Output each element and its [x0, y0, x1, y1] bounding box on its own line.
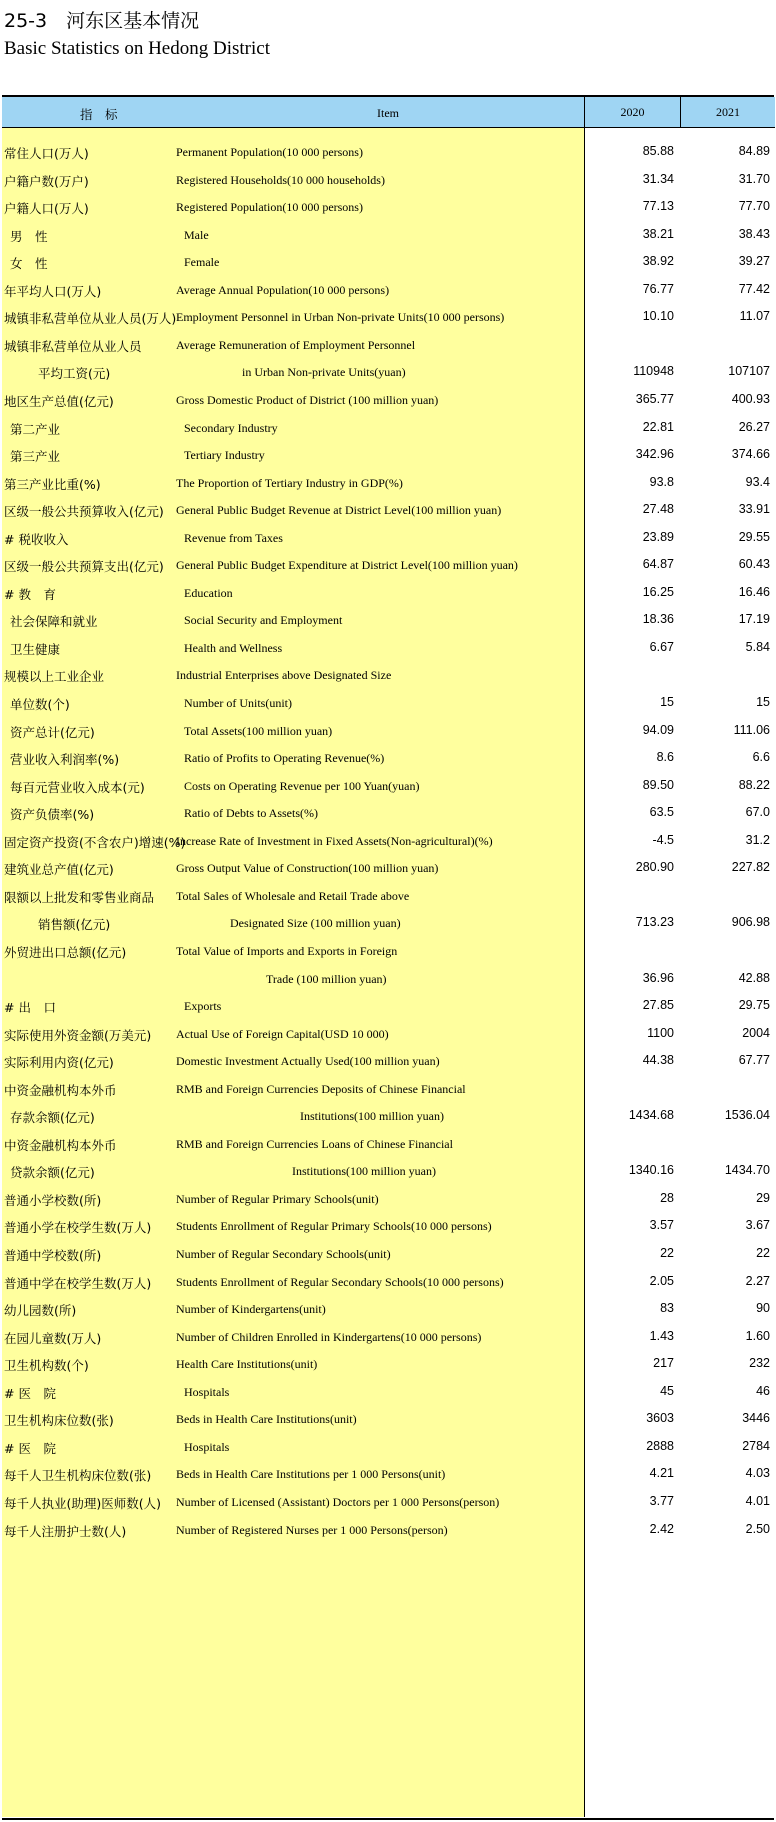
- row-label-chinese: 每百元营业收入成本(元): [10, 779, 145, 795]
- row-label-english: Beds in Health Care Institutions per 1 000 Persons(unit): [176, 1467, 446, 1482]
- row-label-chinese: 资产总计(亿元): [10, 724, 95, 740]
- row-value-2021: 3.67: [745, 1218, 770, 1233]
- header-item-cell: [2, 97, 584, 128]
- row-label-chinese: 限额以上批发和零售业商品: [4, 889, 155, 905]
- row-label-english: Ratio of Profits to Operating Revenue(%): [184, 751, 385, 766]
- row-label-english: Average Annual Population(10 000 persons): [176, 282, 390, 297]
- row-label-chinese: 中资金融机构本外币: [4, 1082, 117, 1098]
- row-label-english: Secondary Industry: [184, 420, 278, 435]
- row-value-2020: 38.21: [642, 226, 674, 241]
- row-label-chinese: 资产负债率(%): [10, 807, 95, 823]
- row-label-english: General Public Budget Expenditure at District Level(100 million yuan): [176, 558, 518, 573]
- row-value-2020: 38.92: [642, 254, 674, 269]
- row-label-chinese: 幼儿园数(所): [4, 1303, 77, 1319]
- row-value-2020: 27.85: [642, 998, 674, 1013]
- row-label-chinese: 中资金融机构本外币: [4, 1137, 117, 1153]
- row-label-chinese: 卫生机构数(个): [4, 1358, 89, 1374]
- row-value-2020: 2.05: [649, 1273, 674, 1288]
- row-label-chinese: 户籍人口(万人): [4, 201, 89, 217]
- row-label-english: Female: [184, 255, 220, 270]
- row-label-english: Gross Domestic Product of District (100 million yuan): [176, 392, 439, 407]
- row-label-english: RMB and Foreign Currencies Deposits of Chinese Financial: [176, 1081, 466, 1096]
- row-label-chinese: 每千人卫生机构床位数(张): [4, 1468, 152, 1484]
- row-label-chinese: # 税收收入: [4, 531, 69, 547]
- row-label-chinese: 规模以上工业企业: [4, 669, 105, 685]
- row-value-2021: 1434.70: [724, 1163, 770, 1178]
- row-value-2021: 1536.04: [724, 1108, 770, 1123]
- row-label-chinese: 在园儿童数(万人): [4, 1330, 102, 1346]
- row-value-2020: 18.36: [642, 612, 674, 627]
- row-value-2020: 365.77: [635, 391, 674, 406]
- row-label-english: Total Assets(100 million yuan): [184, 723, 333, 738]
- row-label-chinese: 区级一般公共预算收入(亿元): [4, 504, 164, 520]
- row-label-english: Domestic Investment Actually Used(100 million yuan): [176, 1054, 440, 1069]
- row-value-2020: 3.57: [649, 1218, 674, 1233]
- row-value-2021: 16.46: [738, 584, 770, 599]
- row-label-chinese: 地区生产总值(亿元): [4, 393, 114, 409]
- row-value-2020: 27.48: [642, 502, 674, 517]
- row-label-chinese: 城镇非私营单位从业人员(万人): [4, 311, 177, 327]
- row-value-2020: 1340.16: [628, 1163, 674, 1178]
- row-label-english: Institutions(100 million yuan): [292, 1164, 436, 1179]
- row-value-2020: 15: [660, 695, 674, 709]
- row-label-english: Hospitals: [184, 1439, 230, 1454]
- row-value-2020: 45: [660, 1383, 674, 1398]
- row-label-english: Industrial Enterprises above Designated Size: [176, 668, 392, 683]
- row-label-chinese: 销售额(亿元): [38, 917, 111, 933]
- row-label-chinese: 社会保障和就业: [10, 614, 98, 630]
- row-label-english: Costs on Operating Revenue per 100 Yuan(yuan): [184, 778, 420, 793]
- row-label-english: Employment Personnel in Urban Non-private Units(10 000 persons): [176, 310, 505, 325]
- row-label-chinese: 户籍户数(万户): [4, 173, 89, 189]
- row-value-2020: 713.23: [635, 915, 674, 930]
- header-year-2020: 2020: [584, 97, 680, 128]
- header-year-2021: 2021: [680, 97, 775, 128]
- row-value-2020: 22: [660, 1246, 674, 1260]
- row-value-2020: 77.13: [642, 199, 674, 214]
- row-label-english: Registered Households(10 000 households): [176, 172, 385, 187]
- row-label-english: Male: [184, 227, 209, 242]
- row-label-english: Revenue from Taxes: [184, 530, 283, 545]
- row-label-chinese: 普通中学在校学生数(万人): [4, 1275, 152, 1291]
- row-value-2020: 93.8: [649, 474, 674, 489]
- row-label-english: Number of Children Enrolled in Kindergartens(10 000 persons): [176, 1329, 482, 1344]
- row-label-chinese: 普通小学校数(所): [4, 1192, 102, 1208]
- row-value-2020: 83: [660, 1301, 674, 1316]
- row-label-english: Number of Regular Secondary Schools(unit): [176, 1247, 391, 1261]
- row-value-2021: 227.82: [731, 860, 770, 875]
- row-value-2021: 39.27: [738, 254, 770, 269]
- table-title-chinese: 25-3 河东区基本情况: [4, 10, 200, 32]
- row-label-chinese: 年平均人口(万人): [4, 283, 102, 299]
- row-value-2020: 63.5: [649, 805, 674, 820]
- row-value-2021: 84.89: [738, 144, 770, 158]
- table-title-english: Basic Statistics on Hedong District: [4, 38, 270, 59]
- row-value-2021: 400.93: [731, 391, 770, 406]
- row-value-2020: 89.50: [642, 777, 674, 792]
- header-item: Item: [377, 106, 399, 120]
- row-value-2020: 3603: [646, 1411, 674, 1426]
- row-label-english: Hospitals: [184, 1384, 230, 1399]
- row-value-2020: 85.88: [642, 144, 674, 158]
- row-value-2020: 2.42: [649, 1521, 674, 1536]
- row-label-english: Actual Use of Foreign Capital(USD 10 000): [176, 1026, 389, 1041]
- row-value-2021: 38.43: [738, 226, 770, 241]
- row-value-2020: -4.5: [652, 832, 674, 847]
- row-value-2021: 6.6: [752, 750, 770, 765]
- row-value-2021: 2.27: [745, 1273, 770, 1288]
- row-label-chinese: 实际利用内资(亿元): [4, 1055, 114, 1071]
- row-label-english: Ratio of Debts to Assets(%): [184, 806, 318, 821]
- row-label-english: General Public Budget Revenue at District Level(100 million yuan): [176, 503, 502, 518]
- row-value-2020: 64.87: [642, 557, 674, 572]
- row-value-2020: 2888: [646, 1438, 674, 1453]
- row-label-chinese: 城镇非私营单位从业人员: [4, 338, 142, 354]
- row-value-2021: 111.06: [733, 722, 770, 737]
- row-value-2021: 2.50: [745, 1521, 770, 1536]
- row-label-chinese: 男 性: [10, 228, 48, 244]
- row-label-english: Total Value of Imports and Exports in Foreign: [176, 943, 398, 958]
- row-label-english: Registered Population(10 000 persons): [176, 200, 363, 215]
- row-value-2021: 93.4: [745, 474, 770, 489]
- row-value-2020: 8.6: [656, 750, 674, 765]
- row-label-chinese: 第三产业: [10, 449, 61, 465]
- row-label-english: Designated Size (100 million yuan): [230, 916, 401, 931]
- row-value-2021: 22: [756, 1246, 770, 1260]
- row-value-2021: 17.19: [738, 612, 770, 627]
- row-label-english: The Proportion of Tertiary Industry in GDP(%): [176, 475, 403, 490]
- row-label-english: Trade (100 million yuan): [266, 971, 387, 986]
- row-label-chinese: 常住人口(万人): [4, 146, 89, 161]
- row-label-chinese: # 医 院: [4, 1385, 56, 1401]
- statistics-table: [2, 95, 774, 1820]
- row-value-2021: 232: [749, 1356, 770, 1371]
- table-row: [2, 1514, 774, 1546]
- row-label-chinese: 固定资产投资(不含农户)增速(%): [4, 834, 186, 850]
- row-label-chinese: 普通小学在校学生数(万人): [4, 1220, 152, 1236]
- row-label-chinese: 外贸进出口总额(亿元): [4, 944, 127, 960]
- row-label-chinese: 单位数(个): [10, 697, 70, 712]
- row-value-2021: 88.22: [738, 777, 770, 792]
- row-value-2020: 1434.68: [628, 1108, 674, 1123]
- row-value-2021: 29.55: [738, 529, 770, 544]
- row-label-chinese: # 出 口: [4, 1000, 56, 1016]
- row-label-english: Tertiary Industry: [184, 448, 265, 463]
- row-label-english: Number of Units(unit): [184, 696, 292, 710]
- row-label-english: Health and Wellness: [184, 640, 283, 655]
- row-value-2020: 94.09: [642, 722, 674, 737]
- row-label-chinese: 卫生机构床位数(张): [4, 1413, 114, 1429]
- row-label-chinese: 区级一般公共预算支出(亿元): [4, 559, 164, 575]
- row-value-2020: 3.77: [649, 1493, 674, 1508]
- row-value-2021: 42.88: [738, 970, 770, 985]
- row-value-2021: 77.42: [738, 281, 770, 296]
- row-label-english: Number of Licensed (Assistant) Doctors per 1 000 Persons(person): [176, 1494, 500, 1509]
- row-value-2020: 28: [660, 1190, 674, 1205]
- row-value-2020: 10.10: [642, 309, 674, 324]
- row-value-2021: 29.75: [738, 998, 770, 1013]
- row-label-chinese: 第二产业: [10, 421, 61, 437]
- row-value-2021: 11.07: [739, 309, 770, 324]
- row-value-2021: 31.70: [738, 171, 770, 186]
- row-value-2021: 90: [756, 1301, 770, 1316]
- row-value-2020: 280.90: [635, 860, 674, 875]
- row-value-2020: 217: [653, 1356, 674, 1371]
- row-label-english: Students Enrollment of Regular Secondary Schools(10 000 persons): [176, 1274, 504, 1289]
- row-value-2020: 23.89: [642, 529, 674, 544]
- row-value-2021: 67.0: [745, 805, 770, 820]
- row-label-english: Gross Output Value of Construction(100 million yuan): [176, 861, 439, 876]
- row-value-2020: 76.77: [642, 281, 674, 296]
- row-value-2021: 29: [756, 1190, 770, 1205]
- row-value-2020: 110948: [633, 364, 674, 379]
- row-label-chinese: 第三产业比重(%): [4, 476, 101, 492]
- row-value-2020: 16.25: [642, 584, 674, 599]
- row-label-english: Health Care Institutions(unit): [176, 1357, 318, 1372]
- row-label-english: Increase Rate of Investment in Fixed Assets(Non-agricultural)(%): [176, 833, 493, 848]
- row-label-english: RMB and Foreign Currencies Loans of Chinese Financial: [176, 1136, 453, 1151]
- row-value-2020: 342.96: [635, 447, 674, 462]
- row-value-2021: 4.03: [745, 1466, 770, 1481]
- row-value-2020: 1.43: [649, 1328, 674, 1343]
- row-value-2020: 1100: [647, 1025, 674, 1040]
- row-value-2020: 44.38: [642, 1053, 674, 1068]
- row-value-2021: 107107: [728, 364, 770, 379]
- row-value-2021: 33.91: [738, 502, 770, 517]
- row-label-chinese: 建筑业总产值(亿元): [4, 862, 114, 878]
- row-label-chinese: 实际使用外资金额(万美元): [4, 1027, 152, 1043]
- row-label-english: Number of Registered Nurses per 1 000 Persons(person): [176, 1522, 448, 1537]
- row-value-2021: 4.01: [745, 1493, 770, 1508]
- row-value-2021: 31.2: [745, 832, 770, 847]
- row-value-2021: 5.84: [745, 639, 770, 654]
- row-label-english: Beds in Health Care Institutions(unit): [176, 1412, 357, 1427]
- row-value-2021: 2004: [742, 1025, 770, 1040]
- row-label-english: Education: [184, 585, 233, 600]
- row-value-2021: 374.66: [731, 447, 770, 462]
- row-value-2020: 36.96: [642, 970, 674, 985]
- row-value-2021: 46: [756, 1383, 770, 1398]
- row-label-chinese: 贷款余额(亿元): [10, 1165, 95, 1181]
- row-label-chinese: 每千人执业(助理)医师数(人): [4, 1495, 162, 1511]
- row-value-2021: 67.77: [738, 1053, 770, 1068]
- header-indicator: 指 标: [80, 107, 118, 122]
- row-label-chinese: # 医 院: [4, 1440, 56, 1456]
- row-label-chinese: # 教 育: [4, 586, 56, 602]
- row-value-2020: 6.67: [649, 639, 674, 654]
- row-value-2021: 906.98: [731, 915, 770, 930]
- row-label-chinese: 营业收入利润率(%): [10, 752, 120, 768]
- row-value-2021: 15: [756, 695, 770, 709]
- row-value-2021: 77.70: [738, 199, 770, 214]
- row-value-2021: 26.27: [738, 419, 770, 434]
- row-label-chinese: 女 性: [10, 256, 48, 272]
- row-label-english: Exports: [184, 999, 222, 1014]
- row-label-chinese: 卫生健康: [10, 641, 61, 657]
- row-value-2020: 31.34: [642, 171, 674, 186]
- row-label-english: Number of Kindergartens(unit): [176, 1302, 326, 1317]
- row-label-chinese: 平均工资(元): [38, 366, 111, 382]
- row-label-english: Number of Regular Primary Schools(unit): [176, 1191, 379, 1206]
- row-value-2021: 1.60: [745, 1328, 770, 1343]
- row-label-english: Students Enrollment of Regular Primary Schools(10 000 persons): [176, 1219, 492, 1234]
- row-value-2020: 22.81: [642, 419, 674, 434]
- row-label-english: Total Sales of Wholesale and Retail Trade above: [176, 888, 410, 903]
- table-bottom-rule: [2, 1818, 774, 1820]
- row-label-english: in Urban Non-private Units(yuan): [242, 365, 406, 380]
- row-value-2021: 3446: [742, 1411, 770, 1426]
- row-value-2021: 60.43: [738, 557, 770, 572]
- row-label-english: Average Remuneration of Employment Personnel: [176, 337, 416, 352]
- row-label-chinese: 存款余额(亿元): [10, 1110, 95, 1126]
- row-label-chinese: 普通中学校数(所): [4, 1248, 102, 1263]
- row-value-2020: 4.21: [649, 1466, 674, 1481]
- row-value-2021: 2784: [742, 1438, 770, 1453]
- row-label-english: Institutions(100 million yuan): [300, 1109, 444, 1124]
- row-label-english: Permanent Population(10 000 persons): [176, 145, 363, 159]
- row-label-chinese: 每千人注册护士数(人): [4, 1523, 127, 1539]
- row-label-english: Social Security and Employment: [184, 613, 343, 628]
